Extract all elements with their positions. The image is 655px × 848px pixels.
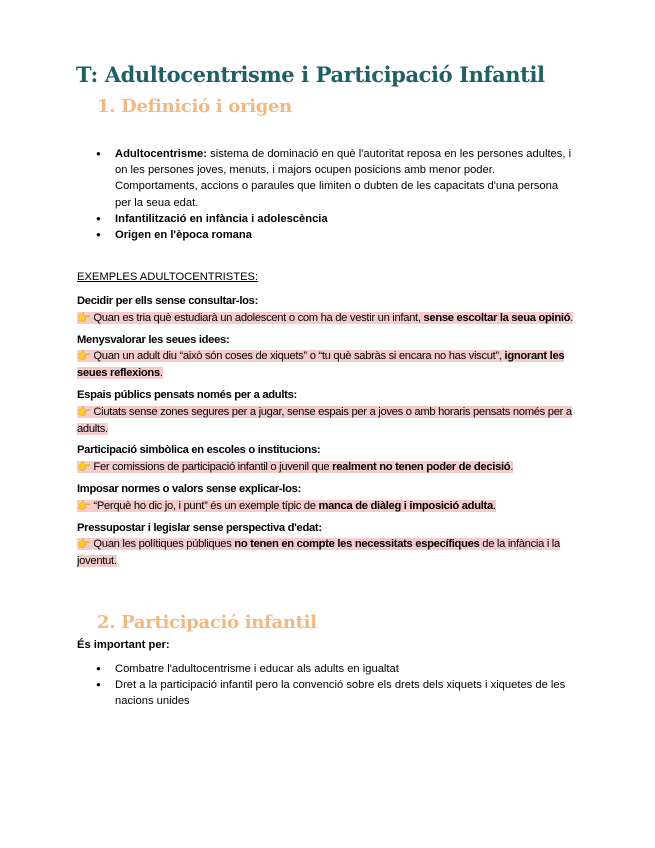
list-item: ● Combatre l'adultocentrisme i educar als adults en igualtat bbox=[96, 661, 576, 677]
example-text-end: . bbox=[510, 461, 514, 474]
example-heading: Participació simbòlica en escoles o institucions: bbox=[77, 444, 321, 457]
example-item bbox=[77, 520, 577, 570]
pointing-hand-icon: 👉 bbox=[77, 461, 91, 474]
example-strong: no tenen en compte les necessitats específiques bbox=[234, 538, 480, 551]
example-text: Fer comissions de participació infantil o juvenil que bbox=[93, 461, 333, 474]
pointing-hand-icon: 👉 bbox=[77, 350, 91, 363]
list-item-bold: Origen en l'època romana bbox=[115, 229, 252, 242]
example-heading: Menysvalorar les seues idees: bbox=[77, 333, 230, 346]
section-heading-participacio: 2. Participació infantil bbox=[97, 612, 317, 633]
section-heading-definicio: 1. Definició i origen bbox=[97, 96, 292, 117]
important-label: És important per: bbox=[77, 639, 170, 651]
example-text-end: . bbox=[492, 499, 496, 512]
example-heading: Imposar normes o valors sense explicar-los: bbox=[77, 482, 301, 495]
example-strong: sense escoltar la seua opinió bbox=[423, 311, 571, 324]
example-strong: ignorant les seues reflexions bbox=[77, 350, 565, 380]
participation-list bbox=[96, 661, 576, 710]
list-item-bold: Infantilització en infància i adolescència bbox=[115, 212, 328, 225]
examples-title: EXEMPLES ADULTOCENTRISTES: bbox=[77, 271, 259, 283]
example-heading: Espais públics pensats només per a adults: bbox=[77, 388, 297, 401]
example-highlight bbox=[77, 500, 496, 512]
list-item: ● Dret a la participació infantil pero la convenció sobre els drets dels xiquets i xiquetes de les nacions unides bbox=[96, 677, 576, 709]
example-highlight bbox=[77, 461, 513, 473]
pointing-hand-icon: 👉 bbox=[77, 538, 91, 551]
example-item bbox=[77, 293, 577, 327]
list-item bbox=[96, 146, 576, 211]
example-highlight bbox=[77, 312, 573, 324]
list-item bbox=[96, 227, 576, 243]
list-item-text: sistema de dominació en què l'autoritat reposa en les persones adultes, i on les persones joves, menuts, i majors ocupen posicions amb menor poder. Comportaments, accions o paraules que limiten o dubten de les capacitats d'una persona per la seua edat. bbox=[115, 148, 572, 209]
example-highlight bbox=[77, 406, 572, 435]
document-title: T: Adultocentrisme i Participació Infantil bbox=[76, 62, 545, 87]
definition-list bbox=[96, 146, 576, 243]
example-item bbox=[77, 332, 577, 382]
example-heading: Decidir per ells sense consultar-los: bbox=[77, 295, 259, 307]
example-item bbox=[77, 387, 577, 437]
example-strong: manca de diàleg i imposició adulta bbox=[318, 499, 493, 512]
example-text-end: . bbox=[570, 311, 574, 324]
example-highlight bbox=[77, 350, 564, 379]
pointing-hand-icon: 👉 bbox=[77, 311, 91, 324]
list-item-bold: Adultocentrisme: bbox=[115, 148, 207, 160]
example-text: “Perquè ho dic jo, i punt” és un exemple típic de bbox=[93, 499, 319, 512]
example-text: Quan un adult diu “això són coses de xiquets” o “tu què sabràs si encara no has viscut”, bbox=[93, 350, 505, 363]
example-highlight bbox=[77, 538, 560, 567]
pointing-hand-icon: 👉 bbox=[77, 405, 91, 418]
example-item bbox=[77, 481, 577, 515]
list-item bbox=[96, 211, 576, 227]
example-text: Ciutats sense zones segures per a jugar, sense espais per a joves o amb horaris pensats només per a adults. bbox=[77, 405, 572, 435]
example-text: Quan les polítiques públiques bbox=[93, 538, 235, 551]
example-strong: realment no tenen poder de decisió bbox=[332, 461, 511, 474]
examples-list bbox=[77, 293, 577, 575]
pointing-hand-icon: 👉 bbox=[77, 499, 91, 512]
example-text-end: de la infància i la joventut. bbox=[77, 538, 560, 568]
example-text-end: . bbox=[159, 367, 163, 380]
example-text: Quan es tria què estudiarà un adolescent o com ha de vestir un infant, bbox=[93, 311, 424, 324]
example-item bbox=[77, 442, 577, 476]
example-heading: Pressupostar i legislar sense perspectiva d'edat: bbox=[77, 521, 322, 534]
